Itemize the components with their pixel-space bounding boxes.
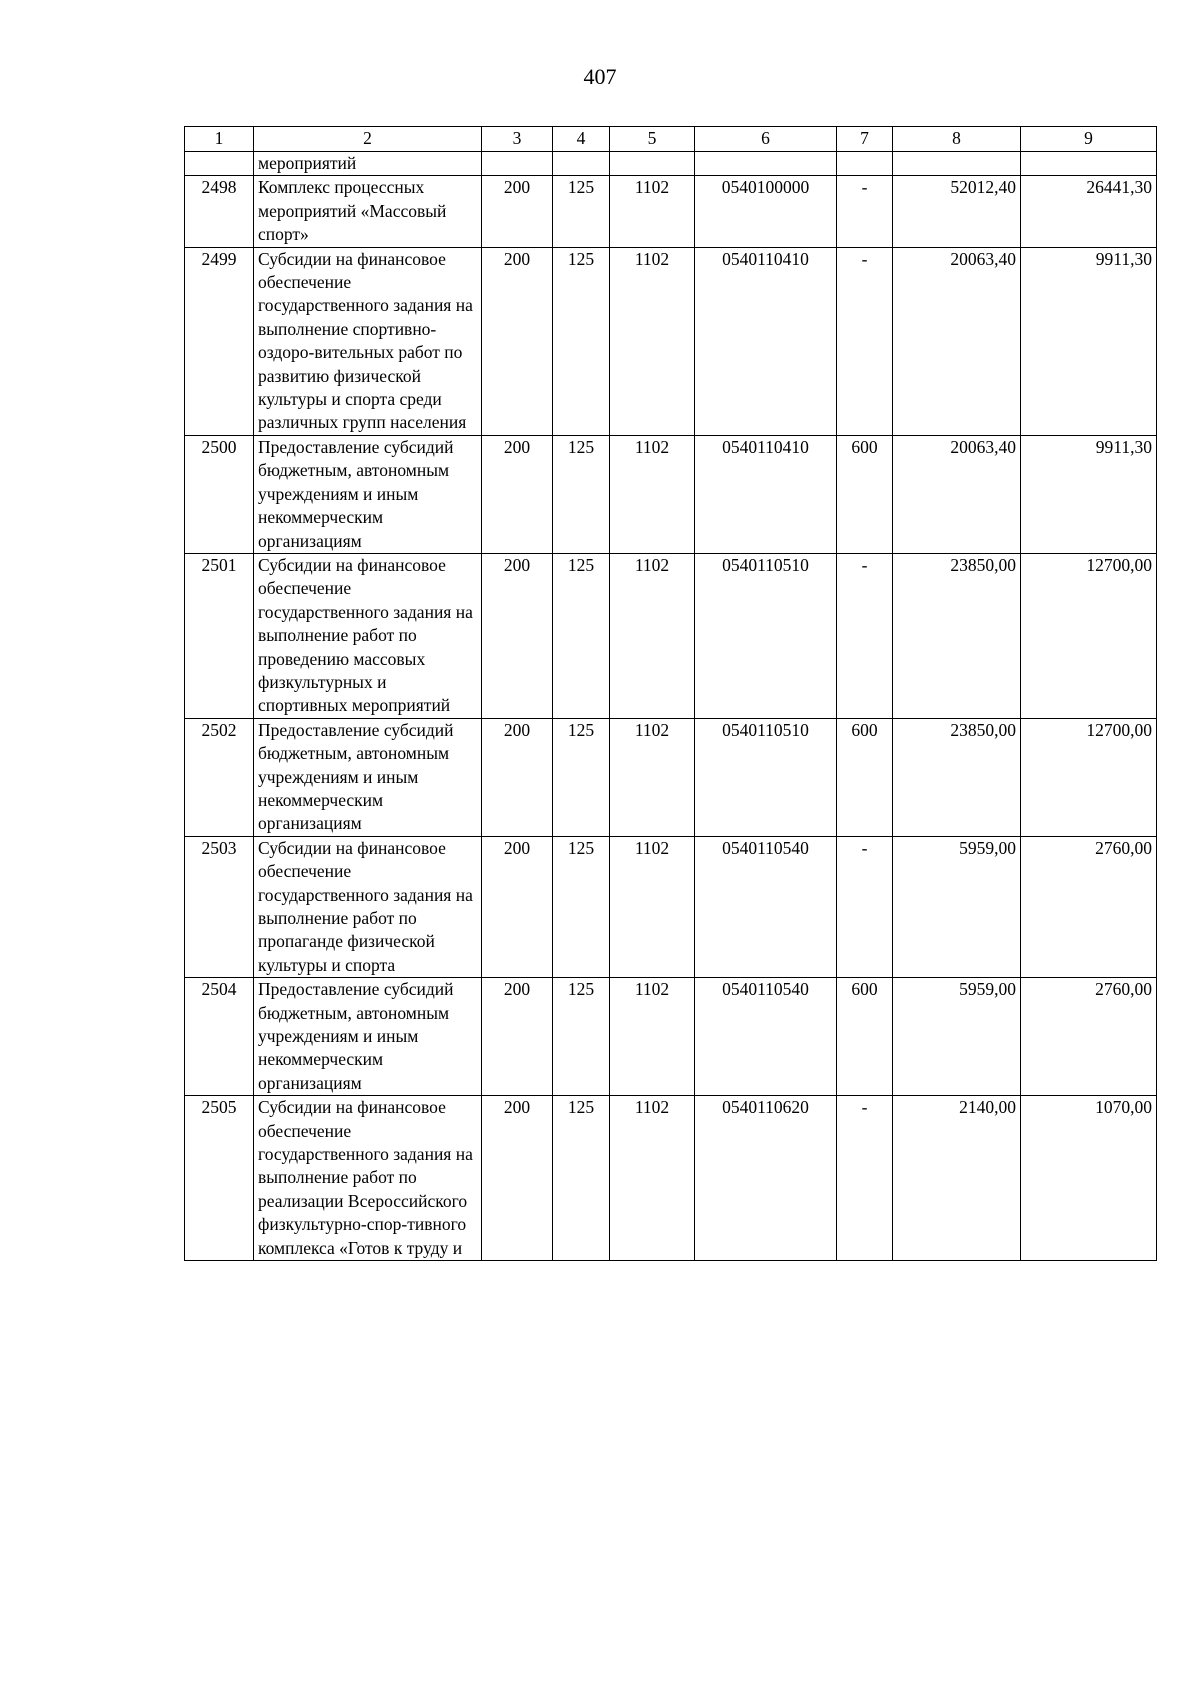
column-header: 7 [837,127,893,152]
cell-col7: - [837,836,893,977]
cell-col3: 200 [482,978,553,1096]
cell-num: 2500 [185,435,254,553]
cell-name: Предоставление субсидий бюджетным, автономным учреждениям и иным некоммерческим организациям [254,435,482,553]
column-header: 1 [185,127,254,152]
column-header: 5 [610,127,695,152]
cell-col4: 125 [553,247,610,435]
cell-col5: 1102 [610,978,695,1096]
cell-num: 2504 [185,978,254,1096]
cell-col5: 1102 [610,247,695,435]
cell-col9: 12700,00 [1021,553,1157,718]
cell-col8: 52012,40 [893,176,1021,247]
cell-col9: 1070,00 [1021,1096,1157,1261]
cell-col8: 23850,00 [893,718,1021,836]
column-header: 6 [695,127,837,152]
cell-col4: 125 [553,176,610,247]
cell-col4: 125 [553,435,610,553]
cell-empty [1021,152,1157,176]
cell-col3: 200 [482,553,553,718]
cell-num: 2499 [185,247,254,435]
cell-col3: 200 [482,435,553,553]
table-row [185,718,1157,836]
cell-col8: 20063,40 [893,247,1021,435]
cell-col7: - [837,247,893,435]
cell-empty [610,152,695,176]
cell-name: Субсидии на финансовое обеспечение государственного задания на выполнение работ по пропаганде физической культуры и спорта [254,836,482,977]
cell-name: мероприятий [254,152,482,176]
cell-col9: 9911,30 [1021,435,1157,553]
table-row [185,1096,1157,1261]
cell-col9: 2760,00 [1021,836,1157,977]
cell-num: 2501 [185,553,254,718]
page-number: 407 [583,64,617,89]
cell-name: Субсидии на финансовое обеспечение государственного задания на выполнение работ по реализации Всероссийского физкультурно-спор-тивного комплекса «Готов к труду и [254,1096,482,1261]
continuation-row [185,152,1157,176]
cell-col3: 200 [482,718,553,836]
table-row [185,247,1157,435]
cell-col6: 0540110540 [695,978,837,1096]
cell-col4: 125 [553,553,610,718]
cell-name: Субсидии на финансовое обеспечение государственного задания на выполнение работ по проведению массовых физкультурных и спортивных мероприятий [254,553,482,718]
column-header: 4 [553,127,610,152]
table-row [185,978,1157,1096]
cell-col5: 1102 [610,553,695,718]
cell-col8: 5959,00 [893,978,1021,1096]
cell-col6: 0540110620 [695,1096,837,1261]
cell-col9: 2760,00 [1021,978,1157,1096]
cell-col4: 125 [553,978,610,1096]
cell-col5: 1102 [610,435,695,553]
cell-col5: 1102 [610,1096,695,1261]
cell-col7: - [837,1096,893,1261]
cell-col7: 600 [837,978,893,1096]
column-header: 2 [254,127,482,152]
column-header: 3 [482,127,553,152]
cell-num: 2498 [185,176,254,247]
cell-empty [695,152,837,176]
cell-col8: 20063,40 [893,435,1021,553]
table-row [185,176,1157,247]
table-row [185,836,1157,977]
cell-col7: - [837,176,893,247]
cell-num: 2502 [185,718,254,836]
column-header: 8 [893,127,1021,152]
cell-col9: 26441,30 [1021,176,1157,247]
cell-col6: 0540110540 [695,836,837,977]
cell-col4: 125 [553,1096,610,1261]
cell-col8: 23850,00 [893,553,1021,718]
cell-num: 2505 [185,1096,254,1261]
table-row [185,435,1157,553]
cell-num: 2503 [185,836,254,977]
cell-empty [837,152,893,176]
cell-col5: 1102 [610,836,695,977]
cell-name: Предоставление субсидий бюджетным, автономным учреждениям и иным некоммерческим организациям [254,718,482,836]
cell-col7: - [837,553,893,718]
cell-col7: 600 [837,435,893,553]
cell-col5: 1102 [610,718,695,836]
cell-col6: 0540100000 [695,176,837,247]
cell-col9: 12700,00 [1021,718,1157,836]
cell-empty [553,152,610,176]
cell-col6: 0540110410 [695,435,837,553]
cell-name: Субсидии на финансовое обеспечение государственного задания на выполнение спортивно-оздоро-вительных работ по развитию физической культуры и спорта среди различных групп населения [254,247,482,435]
cell-empty [482,152,553,176]
cell-col7: 600 [837,718,893,836]
cell-empty [893,152,1021,176]
cell-name: Предоставление субсидий бюджетным, автономным учреждениям и иным некоммерческим организациям [254,978,482,1096]
column-header: 9 [1021,127,1157,152]
cell-col4: 125 [553,718,610,836]
table-row [185,553,1157,718]
cell-col3: 200 [482,1096,553,1261]
cell-col6: 0540110510 [695,718,837,836]
cell-col6: 0540110510 [695,553,837,718]
cell-col6: 0540110410 [695,247,837,435]
cell-col5: 1102 [610,176,695,247]
cell-num [185,152,254,176]
header-row [185,127,1157,152]
budget-table [184,126,1157,1261]
cell-col9: 9911,30 [1021,247,1157,435]
cell-col3: 200 [482,247,553,435]
cell-col8: 5959,00 [893,836,1021,977]
cell-name: Комплекс процессных мероприятий «Массовый спорт» [254,176,482,247]
cell-col3: 200 [482,176,553,247]
cell-col4: 125 [553,836,610,977]
cell-col3: 200 [482,836,553,977]
cell-col8: 2140,00 [893,1096,1021,1261]
